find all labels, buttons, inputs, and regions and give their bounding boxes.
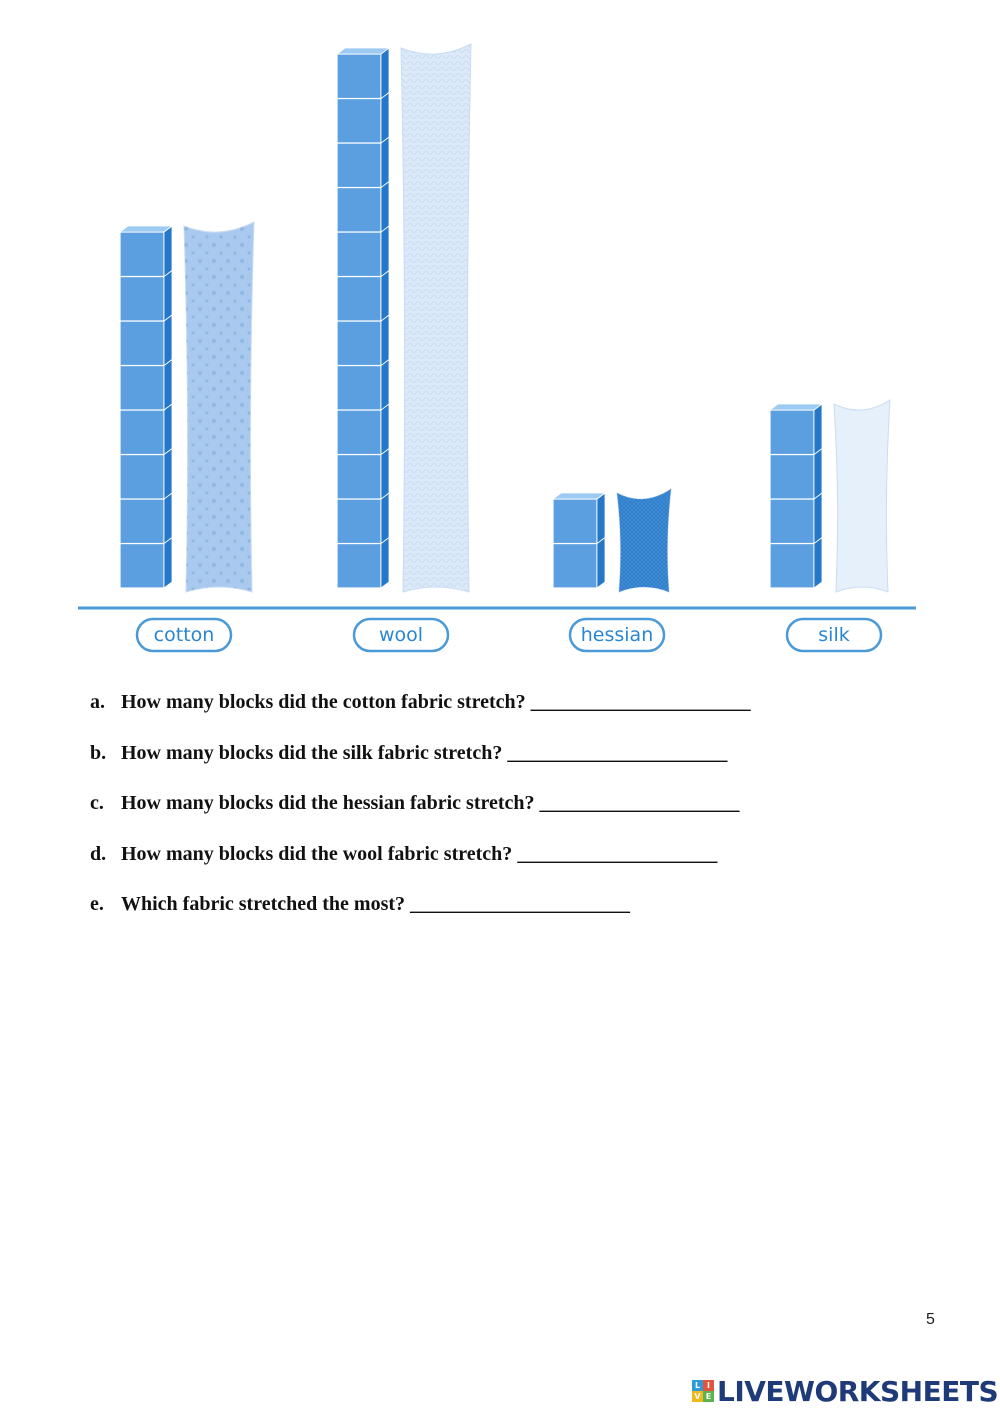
question-text: How many blocks did the cotton fabric stretch? [121,691,526,713]
page-number: 5 [926,1311,935,1328]
block [553,499,597,544]
block-top [770,404,822,410]
block-side [164,271,172,322]
block-side [381,360,389,411]
question-a [90,688,950,739]
block-side [381,538,389,589]
question-list [90,688,950,941]
block [337,544,381,589]
fabric-texture-hessian [617,489,671,592]
question-text: How many blocks did the wool fabric stretch? [121,842,513,865]
block [770,544,814,589]
category-label: hessian [580,624,654,646]
block-side [164,315,172,366]
question-letter: b. [90,741,107,764]
block [120,232,164,277]
block [337,410,381,455]
block [120,410,164,455]
block-side [381,449,389,500]
category-label: cotton [153,624,215,646]
block-side [164,360,172,411]
block-side [814,493,822,544]
block-side [814,449,822,500]
block [770,499,814,544]
logo-tile: E [703,1391,714,1402]
block-top [337,48,389,54]
block [770,455,814,500]
block-side [381,404,389,455]
fabric-stretch-chart [0,0,1000,670]
fabric-texture-wool [401,44,471,592]
logo-tile: V [692,1391,703,1402]
question-text: How many blocks did the silk fabric stretch? [121,741,503,764]
block-side [164,449,172,500]
block [337,99,381,144]
block [337,277,381,322]
fabric-texture-cotton [184,222,254,592]
liveworksheets-logo-icon [692,1380,714,1402]
block-side [597,538,605,589]
block [337,54,381,99]
logo-tile: L [692,1380,703,1391]
block-side [597,493,605,544]
answer-blank[interactable]: ____________________ [539,792,740,814]
answer-blank[interactable]: ______________________ [507,741,728,764]
block-side [164,538,172,589]
block-side [381,493,389,544]
block [337,366,381,411]
block [120,277,164,322]
answer-blank[interactable]: ______________________ [410,893,631,915]
block-side [381,271,389,322]
block [337,321,381,366]
block-side [164,226,172,277]
block [120,321,164,366]
block-top [120,226,172,232]
block [120,366,164,411]
block-side [381,137,389,188]
question-d [90,840,950,891]
answer-blank[interactable]: ______________________ [530,691,751,713]
block [337,188,381,233]
block-side [164,404,172,455]
question-e [90,890,950,941]
block [120,499,164,544]
block-side [381,315,389,366]
question-b [90,739,950,790]
block-side [381,182,389,233]
block [337,455,381,500]
block [120,455,164,500]
block-side [814,404,822,455]
block-side [381,226,389,277]
block [553,544,597,589]
block-side [381,93,389,144]
block [337,232,381,277]
question-letter: c. [90,792,104,814]
block [770,410,814,455]
category-label: wool [378,624,424,646]
block [120,544,164,589]
block-top [553,493,605,499]
question-text: How many blocks did the hessian fabric stretch? [121,792,535,814]
block [337,143,381,188]
block-side [164,493,172,544]
logo-tile: I [703,1380,714,1391]
block-side [814,538,822,589]
block [337,499,381,544]
answer-blank[interactable]: ____________________ [517,842,718,865]
block-side [381,48,389,99]
brand-footer [692,1374,998,1408]
question-letter: e. [90,893,104,915]
fabric-strip-silk [834,400,890,592]
question-c [90,789,950,840]
question-letter: d. [90,842,107,865]
question-letter: a. [90,691,105,713]
brand-name: LIVEWORKSHEETS [717,1374,999,1408]
question-text: Which fabric stretched the most? [121,893,406,915]
category-label: silk [818,624,850,646]
